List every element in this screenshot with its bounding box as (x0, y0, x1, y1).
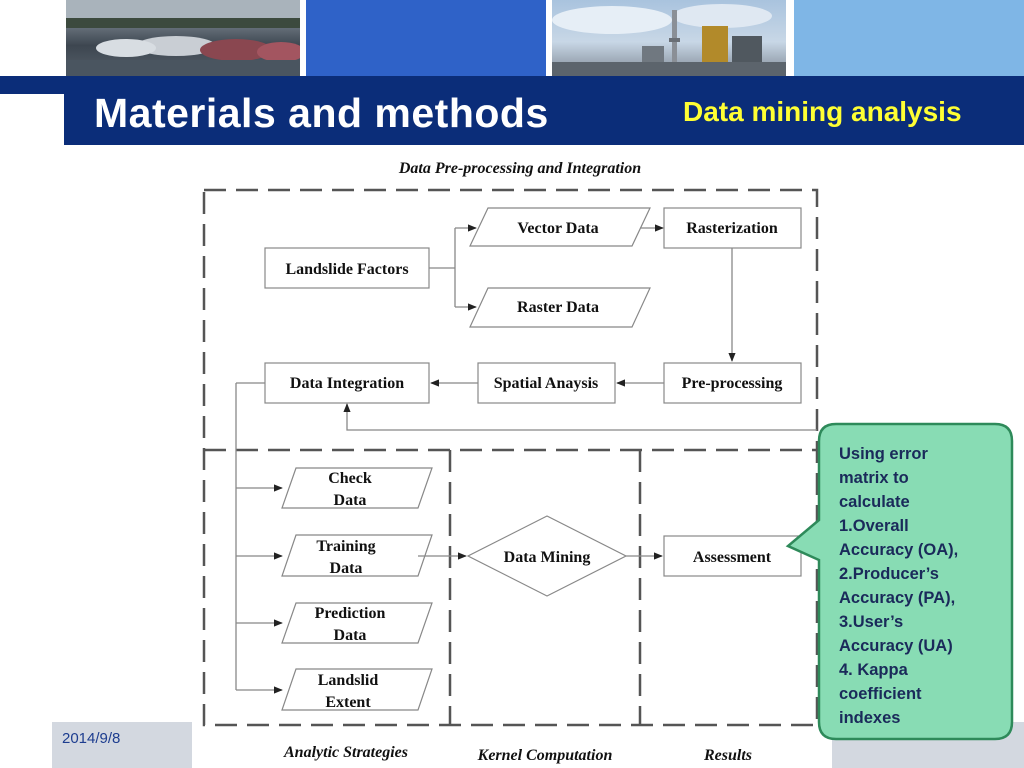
callout-line: matrix to (839, 469, 909, 487)
vector-data-label: Vector Data (517, 220, 599, 237)
raster-data-label: Raster Data (517, 299, 599, 316)
prediction-data-label-1: Prediction (314, 605, 386, 622)
callout-line: 3.User’s (839, 613, 904, 631)
training-data-label-1: Training (316, 538, 376, 555)
spatial-analysis-label: Spatial Anaysis (493, 375, 599, 392)
training-data-label-2: Data (329, 560, 363, 577)
slide-subtitle: Data mining analysis (683, 96, 962, 127)
callout-line: Using error (839, 445, 928, 463)
callout-line: Accuracy (UA) (839, 637, 953, 655)
callout-line: Accuracy (PA), (839, 589, 956, 607)
slide-date: 2014/9/8 (62, 730, 121, 747)
landslide-extent-label-1: Landslid (317, 672, 379, 689)
callout-line: indexes (839, 709, 901, 727)
landslide-extent-label-2: Extent (325, 694, 371, 711)
check-data-label-1: Check (328, 470, 372, 487)
top-caption: Data Pre-processing and Integration (398, 160, 642, 177)
callout-line: calculate (839, 493, 910, 511)
callout-text (839, 442, 999, 730)
check-data-label-2: Data (333, 492, 367, 509)
landslide-factors-label: Landslide Factors (285, 261, 409, 278)
prediction-data-label-2: Data (333, 627, 367, 644)
callout-line: Accuracy (OA), (839, 541, 959, 559)
slide-title: Materials and methods (94, 90, 549, 136)
callout-line: 1.Overall (839, 517, 909, 535)
callout-line: 4. Kappa (839, 661, 908, 679)
rasterization-label: Rasterization (686, 220, 778, 237)
data-mining-label: Data Mining (503, 549, 591, 566)
assessment-label: Assessment (692, 549, 772, 566)
data-integration-label: Data Integration (289, 375, 405, 392)
caption-results: Results (703, 747, 753, 764)
pre-processing-label: Pre-processing (681, 375, 783, 392)
caption-kernel-computation: Kernel Computation (477, 747, 613, 764)
caption-analytic-strategies: Analytic Strategies (284, 744, 408, 761)
callout-line: coefficient (839, 685, 922, 703)
callout-line: 2.Producer’s (839, 565, 939, 583)
